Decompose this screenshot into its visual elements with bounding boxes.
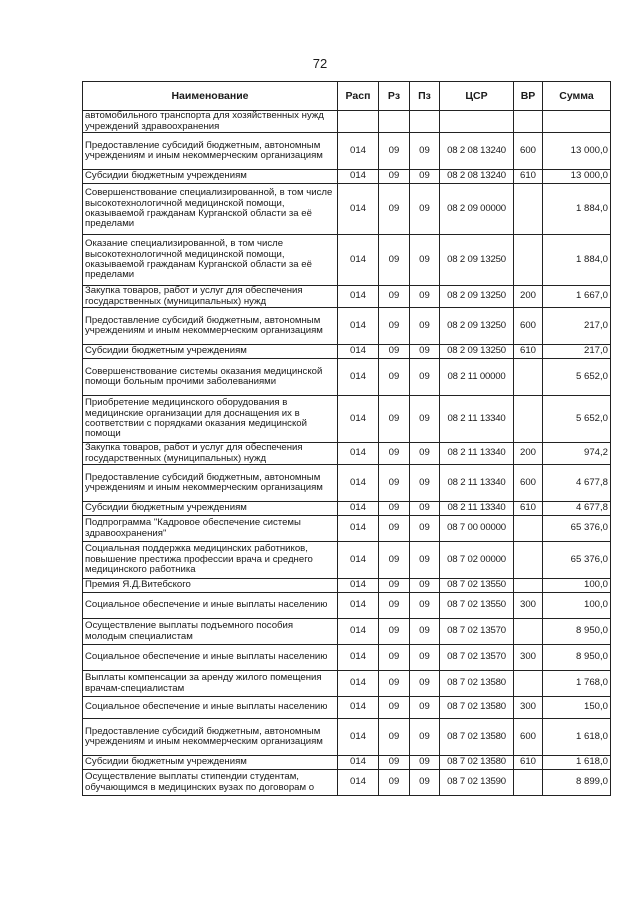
column-header-csr: ЦСР [440, 82, 514, 111]
table-row [83, 502, 611, 516]
cell-name: Оказание специализированной, в том числе высокотехнологичной медицинской помощи, оказываемой гражданам Курганской области за её пределами [83, 235, 338, 286]
cell-name: автомобильного транспорта для хозяйственных нужд учреждений здравоохранения [83, 111, 338, 133]
cell-name: Субсидии бюджетным учреждениям [83, 756, 338, 770]
table-row [83, 756, 611, 770]
cell-pz: 09 [410, 770, 440, 796]
cell-vr: 200 [514, 443, 543, 465]
cell-rasp: 014 [338, 133, 379, 170]
cell-vr [514, 671, 543, 697]
cell-vr: 600 [514, 719, 543, 756]
cell-vr [514, 516, 543, 542]
cell-rz [379, 111, 410, 133]
page-number: 72 [312, 56, 328, 71]
cell-pz: 09 [410, 345, 440, 359]
cell-name: Совершенствование системы оказания медицинской помощи больным прочими заболеваниями [83, 359, 338, 396]
cell-rasp: 014 [338, 286, 379, 308]
table-row [83, 719, 611, 756]
cell-vr: 610 [514, 756, 543, 770]
cell-rz: 09 [379, 619, 410, 645]
cell-sum: 1 884,0 [543, 235, 611, 286]
cell-rasp: 014 [338, 170, 379, 184]
cell-name: Приобретение медицинского оборудования в медицинские организации для доснащения их в соответствии с порядками оказания медицинской помощи [83, 396, 338, 443]
cell-rz: 09 [379, 133, 410, 170]
cell-rasp: 014 [338, 396, 379, 443]
cell-sum: 974,2 [543, 443, 611, 465]
cell-name: Закупка товаров, работ и услуг для обеспечения государственных (муниципальных) нужд [83, 286, 338, 308]
cell-rasp: 014 [338, 345, 379, 359]
cell-rz: 09 [379, 235, 410, 286]
cell-csr: 08 2 08 13240 [440, 170, 514, 184]
cell-name: Субсидии бюджетным учреждениям [83, 170, 338, 184]
table-row [83, 133, 611, 170]
cell-rasp: 014 [338, 516, 379, 542]
cell-rz: 09 [379, 719, 410, 756]
table-row [83, 111, 611, 133]
cell-pz: 09 [410, 593, 440, 619]
cell-sum: 8 950,0 [543, 645, 611, 671]
cell-pz: 09 [410, 502, 440, 516]
cell-rz: 09 [379, 542, 410, 579]
cell-pz [410, 111, 440, 133]
cell-rz: 09 [379, 645, 410, 671]
table-row [83, 345, 611, 359]
cell-pz: 09 [410, 443, 440, 465]
cell-rz: 09 [379, 770, 410, 796]
cell-sum: 65 376,0 [543, 542, 611, 579]
budget-table [82, 81, 611, 796]
cell-csr: 08 2 11 13340 [440, 396, 514, 443]
cell-rasp: 014 [338, 443, 379, 465]
table-row [83, 593, 611, 619]
cell-name: Предоставление субсидий бюджетным, автономным учреждениям и иным некоммерческим организациям [83, 308, 338, 345]
cell-name: Премия Я.Д.Витебского [83, 579, 338, 593]
cell-pz: 09 [410, 756, 440, 770]
cell-sum: 217,0 [543, 345, 611, 359]
cell-sum: 1 884,0 [543, 184, 611, 235]
cell-vr [514, 359, 543, 396]
column-header-rasp: Расп [338, 82, 379, 111]
cell-sum: 1 667,0 [543, 286, 611, 308]
cell-pz: 09 [410, 286, 440, 308]
cell-vr: 300 [514, 645, 543, 671]
table-row [83, 396, 611, 443]
cell-csr: 08 2 09 13250 [440, 235, 514, 286]
cell-vr: 600 [514, 465, 543, 502]
cell-rz: 09 [379, 308, 410, 345]
cell-pz: 09 [410, 396, 440, 443]
cell-sum: 5 652,0 [543, 359, 611, 396]
cell-rz: 09 [379, 170, 410, 184]
cell-pz: 09 [410, 308, 440, 345]
cell-vr: 600 [514, 133, 543, 170]
column-header-rz: Рз [379, 82, 410, 111]
cell-csr: 08 7 02 13580 [440, 697, 514, 719]
cell-sum: 217,0 [543, 308, 611, 345]
cell-rasp: 014 [338, 235, 379, 286]
cell-name: Осуществление выплаты подъемного пособия молодым специалистам [83, 619, 338, 645]
cell-vr [514, 235, 543, 286]
cell-csr: 08 7 02 13580 [440, 756, 514, 770]
cell-rasp: 014 [338, 502, 379, 516]
column-header-name: Наименование [83, 82, 338, 111]
cell-sum: 4 677,8 [543, 465, 611, 502]
cell-csr: 08 7 02 13550 [440, 579, 514, 593]
cell-pz: 09 [410, 170, 440, 184]
table-row [83, 359, 611, 396]
cell-sum: 65 376,0 [543, 516, 611, 542]
cell-pz: 09 [410, 542, 440, 579]
cell-rz: 09 [379, 184, 410, 235]
cell-vr: 610 [514, 502, 543, 516]
cell-name: Предоставление субсидий бюджетным, автономным учреждениям и иным некоммерческим организациям [83, 133, 338, 170]
cell-sum: 1 768,0 [543, 671, 611, 697]
cell-pz: 09 [410, 579, 440, 593]
cell-rasp: 014 [338, 756, 379, 770]
cell-pz: 09 [410, 645, 440, 671]
cell-pz: 09 [410, 671, 440, 697]
table-row [83, 308, 611, 345]
cell-sum: 100,0 [543, 593, 611, 619]
cell-vr: 300 [514, 697, 543, 719]
table-row [83, 184, 611, 235]
cell-csr: 08 2 11 13340 [440, 443, 514, 465]
cell-rz: 09 [379, 593, 410, 619]
cell-sum: 150,0 [543, 697, 611, 719]
cell-name: Социальная поддержка медицинских работников, повышение престижа профессии врача и среднего медицинского работника [83, 542, 338, 579]
table-row [83, 235, 611, 286]
column-header-pz: Пз [410, 82, 440, 111]
cell-rz: 09 [379, 345, 410, 359]
cell-rz: 09 [379, 756, 410, 770]
cell-csr: 08 7 02 13570 [440, 619, 514, 645]
cell-rz: 09 [379, 671, 410, 697]
cell-rasp: 014 [338, 593, 379, 619]
cell-csr: 08 7 00 00000 [440, 516, 514, 542]
table-row [83, 465, 611, 502]
cell-name: Социальное обеспечение и иные выплаты населению [83, 697, 338, 719]
cell-rz: 09 [379, 579, 410, 593]
table-row [83, 697, 611, 719]
cell-sum: 4 677,8 [543, 502, 611, 516]
cell-rz: 09 [379, 465, 410, 502]
cell-rasp: 014 [338, 619, 379, 645]
cell-rasp: 014 [338, 308, 379, 345]
cell-rasp: 014 [338, 579, 379, 593]
cell-pz: 09 [410, 619, 440, 645]
cell-rasp: 014 [338, 542, 379, 579]
cell-rz: 09 [379, 502, 410, 516]
cell-csr: 08 2 11 13340 [440, 502, 514, 516]
table-header-row [83, 82, 611, 111]
table-row [83, 542, 611, 579]
cell-sum: 8 950,0 [543, 619, 611, 645]
table-row [83, 579, 611, 593]
cell-name: Выплаты компенсации за аренду жилого помещения врачам-специалистам [83, 671, 338, 697]
cell-vr [514, 396, 543, 443]
cell-vr [514, 111, 543, 133]
cell-vr [514, 619, 543, 645]
table-row [83, 770, 611, 796]
cell-rasp: 014 [338, 359, 379, 396]
cell-pz: 09 [410, 235, 440, 286]
cell-vr [514, 542, 543, 579]
cell-vr: 300 [514, 593, 543, 619]
cell-csr: 08 2 11 13340 [440, 465, 514, 502]
cell-pz: 09 [410, 516, 440, 542]
table-row [83, 671, 611, 697]
cell-sum [543, 111, 611, 133]
cell-sum: 1 618,0 [543, 719, 611, 756]
cell-csr: 08 2 09 00000 [440, 184, 514, 235]
cell-name: Субсидии бюджетным учреждениям [83, 345, 338, 359]
cell-name: Социальное обеспечение и иные выплаты населению [83, 593, 338, 619]
cell-rasp: 014 [338, 645, 379, 671]
cell-rz: 09 [379, 443, 410, 465]
cell-name: Социальное обеспечение и иные выплаты населению [83, 645, 338, 671]
cell-pz: 09 [410, 697, 440, 719]
cell-csr: 08 7 02 13590 [440, 770, 514, 796]
table-row [83, 619, 611, 645]
cell-rz: 09 [379, 396, 410, 443]
cell-csr: 08 2 09 13250 [440, 308, 514, 345]
cell-sum: 100,0 [543, 579, 611, 593]
cell-rz: 09 [379, 286, 410, 308]
cell-rasp: 014 [338, 719, 379, 756]
cell-csr: 08 7 02 13550 [440, 593, 514, 619]
table-row [83, 516, 611, 542]
cell-rasp: 014 [338, 697, 379, 719]
cell-vr: 610 [514, 170, 543, 184]
cell-rasp: 014 [338, 184, 379, 235]
cell-sum: 5 652,0 [543, 396, 611, 443]
cell-vr: 200 [514, 286, 543, 308]
cell-rz: 09 [379, 359, 410, 396]
cell-csr: 08 7 02 13580 [440, 719, 514, 756]
cell-vr [514, 184, 543, 235]
cell-rasp: 014 [338, 465, 379, 502]
cell-name: Закупка товаров, работ и услуг для обеспечения государственных (муниципальных) нужд [83, 443, 338, 465]
cell-rasp [338, 111, 379, 133]
cell-name: Субсидии бюджетным учреждениям [83, 502, 338, 516]
cell-name: Совершенствование специализированной, в том числе высокотехнологичной медицинской помощи, оказываемой гражданам Курганской области за её пределами [83, 184, 338, 235]
cell-csr: 08 2 11 00000 [440, 359, 514, 396]
cell-csr [440, 111, 514, 133]
cell-csr: 08 7 02 00000 [440, 542, 514, 579]
cell-pz: 09 [410, 359, 440, 396]
cell-rasp: 014 [338, 671, 379, 697]
cell-sum: 1 618,0 [543, 756, 611, 770]
column-header-vr: ВР [514, 82, 543, 111]
cell-rz: 09 [379, 516, 410, 542]
table-row [83, 286, 611, 308]
cell-name: Предоставление субсидий бюджетным, автономным учреждениям и иным некоммерческим организациям [83, 719, 338, 756]
table-row [83, 443, 611, 465]
cell-rasp: 014 [338, 770, 379, 796]
cell-csr: 08 7 02 13570 [440, 645, 514, 671]
cell-pz: 09 [410, 465, 440, 502]
cell-sum: 13 000,0 [543, 170, 611, 184]
cell-sum: 13 000,0 [543, 133, 611, 170]
cell-name: Предоставление субсидий бюджетным, автономным учреждениям и иным некоммерческим организациям [83, 465, 338, 502]
table-row [83, 170, 611, 184]
cell-csr: 08 2 08 13240 [440, 133, 514, 170]
column-header-sum: Сумма [543, 82, 611, 111]
cell-csr: 08 2 09 13250 [440, 345, 514, 359]
cell-name: Подпрограмма "Кадровое обеспечение системы здравоохранения" [83, 516, 338, 542]
cell-pz: 09 [410, 719, 440, 756]
table-row [83, 645, 611, 671]
cell-rz: 09 [379, 697, 410, 719]
cell-vr: 610 [514, 345, 543, 359]
cell-csr: 08 7 02 13580 [440, 671, 514, 697]
cell-vr: 600 [514, 308, 543, 345]
cell-pz: 09 [410, 184, 440, 235]
cell-name: Осуществление выплаты стипендии студентам, обучающимся в медицинских вузах по договорам о [83, 770, 338, 796]
cell-pz: 09 [410, 133, 440, 170]
cell-csr: 08 2 09 13250 [440, 286, 514, 308]
cell-vr [514, 579, 543, 593]
cell-sum: 8 899,0 [543, 770, 611, 796]
cell-vr [514, 770, 543, 796]
